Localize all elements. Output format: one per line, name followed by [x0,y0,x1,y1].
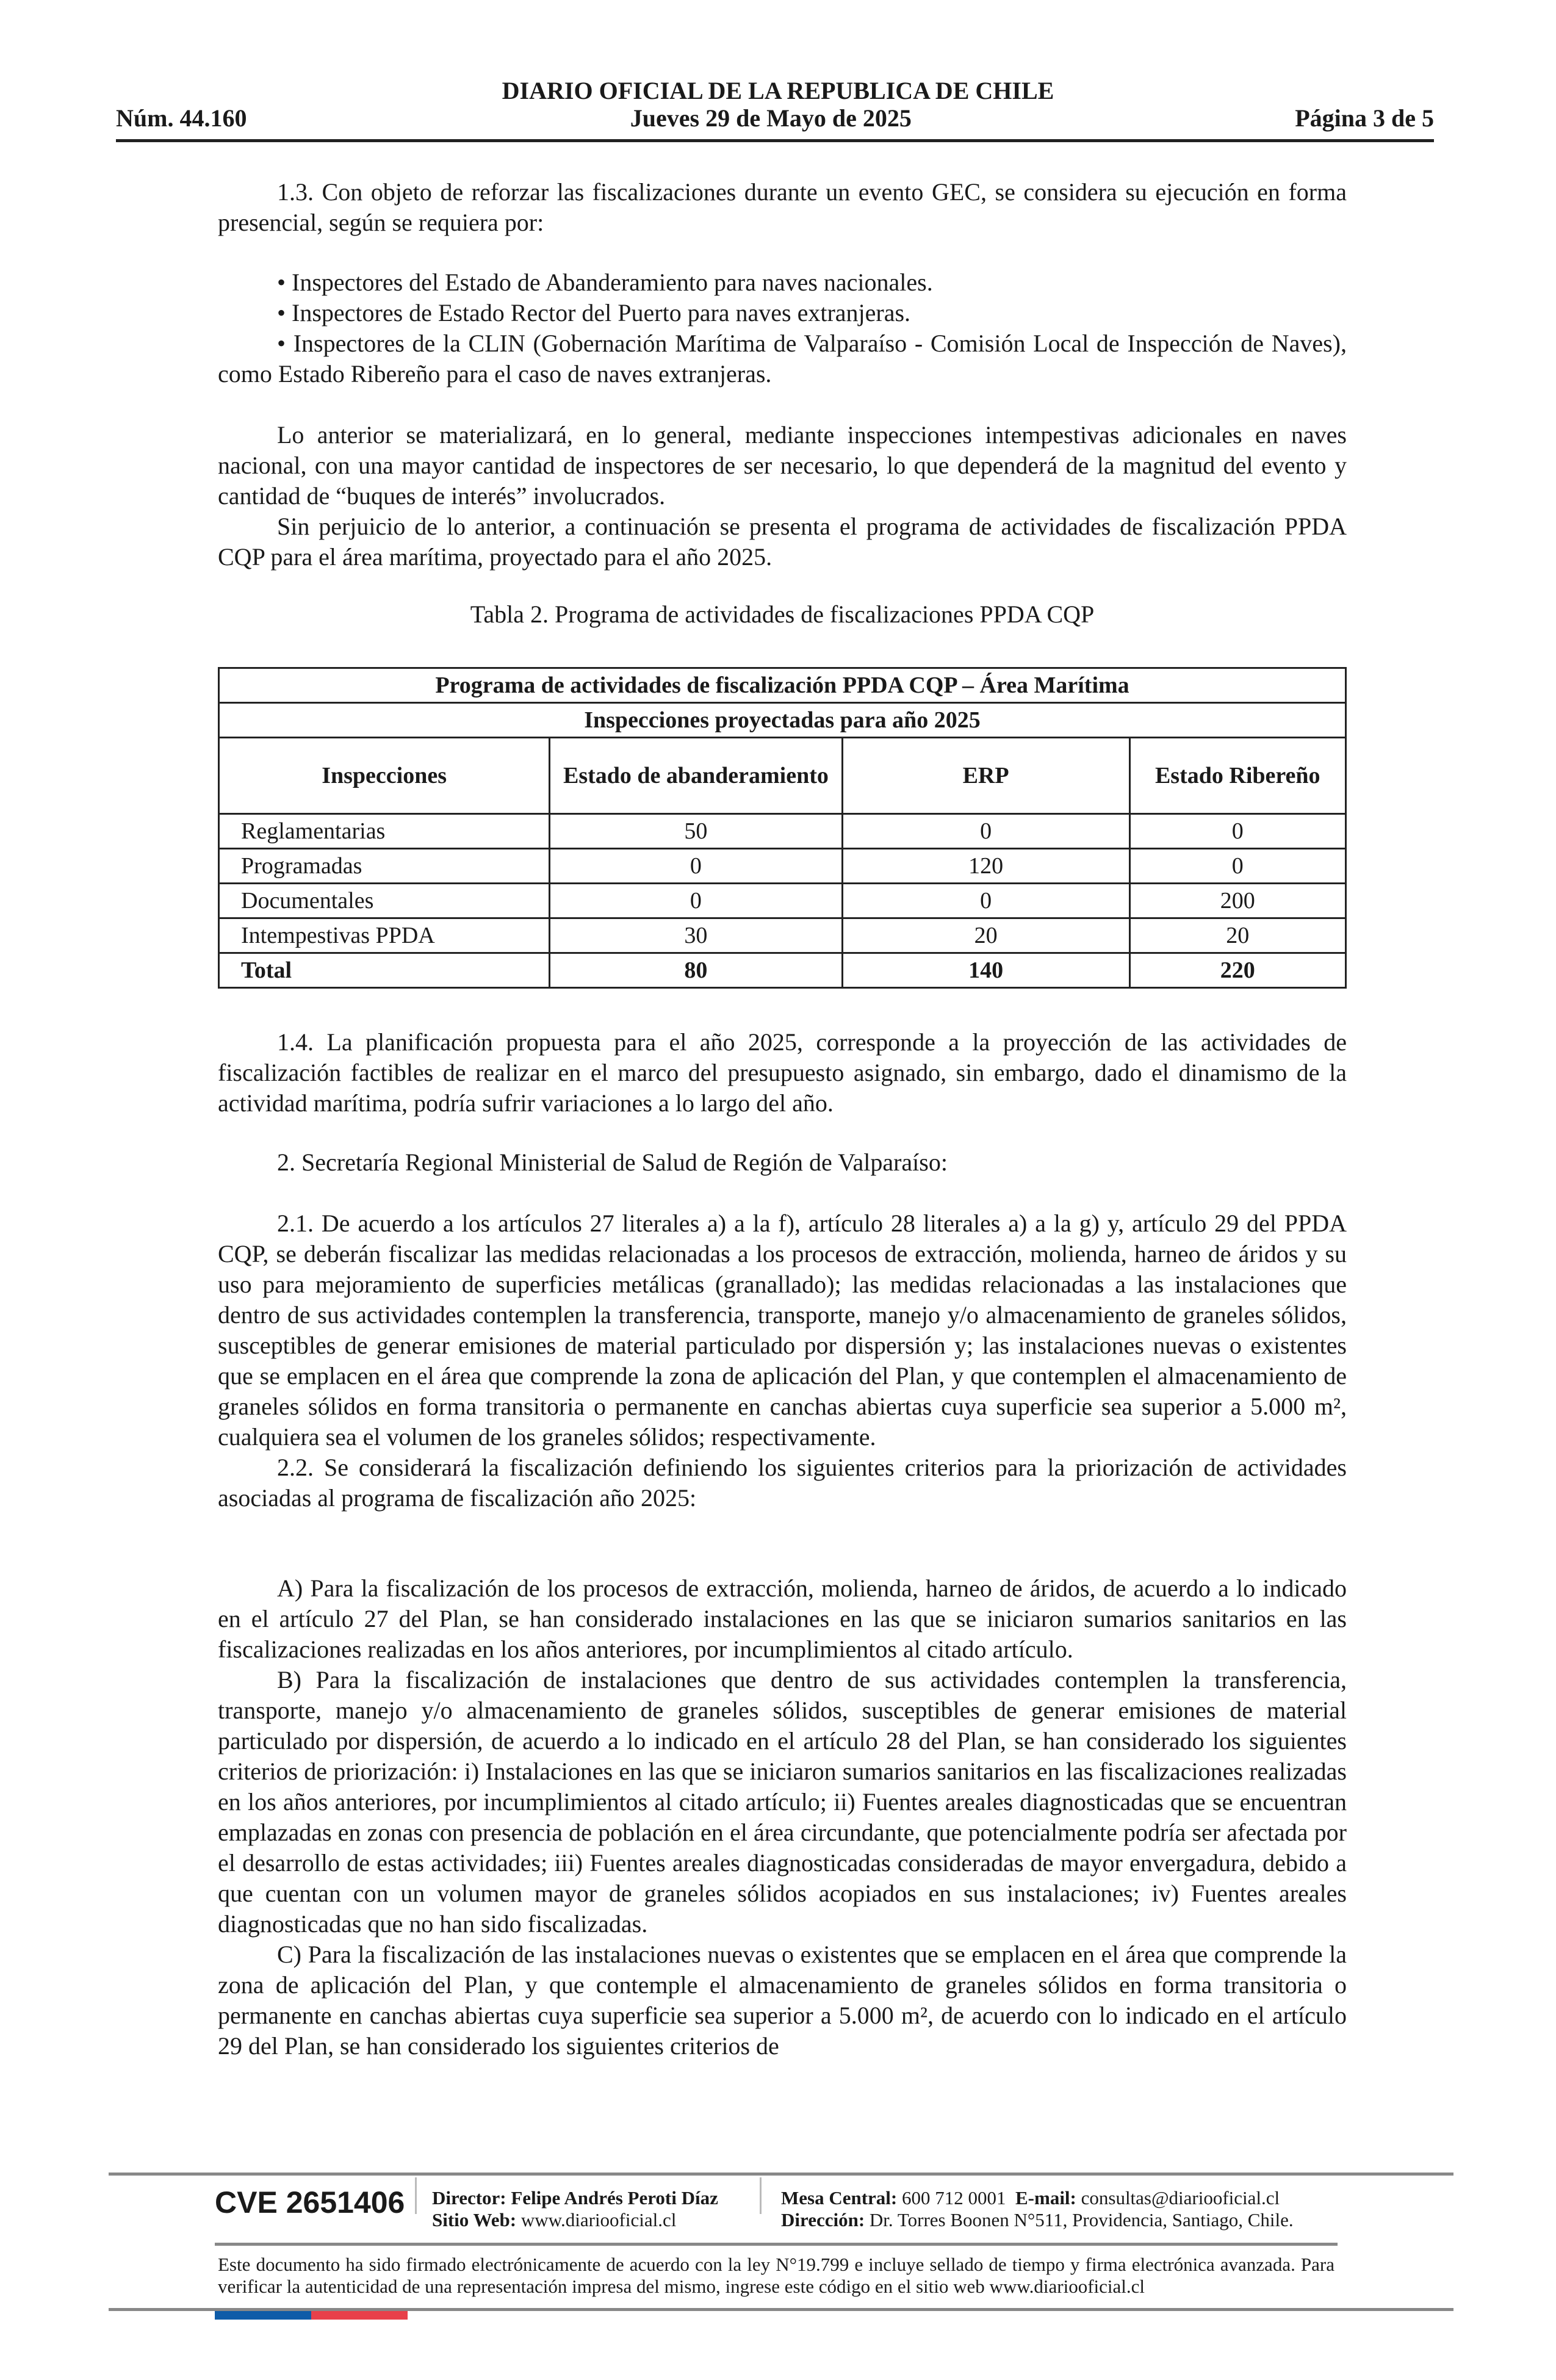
cell: 0 [842,814,1129,849]
issue-number: Núm. 44.160 [116,104,247,132]
section-criteria [218,1573,1347,2061]
footer-rule-mid [215,2243,1338,2246]
issue-date: Jueves 29 de Mayo de 2025 [630,104,912,132]
paragraph-1-4: 1.4. La planificación propuesta para el año 2025, corresponde a la proyección de las actividades de fiscalización factibles de realizar en el marco del presupuesto asignado, sin embargo, dado el dinamismo de la actividad marítima, podría sufrir variaciones a lo largo del año. [218,1028,1347,1117]
inspector-list [218,267,1347,389]
email-label: E-mail: [1015,2187,1076,2209]
table-row [219,918,1346,953]
footer-divider [415,2177,417,2214]
table-row [219,849,1346,884]
table-title: Programa de actividades de fiscalización PPDA CQP – Área Marítima [219,668,1346,703]
cell: 80 [550,953,842,988]
paragraph-sin-perjuicio: Sin perjuicio de lo anterior, a continuación se presenta el programa de actividades de fiscalización PPDA CQP para el área marítima, proyectado para el año 2025. [218,513,1347,571]
list-item: • Inspectores del Estado de Abanderamiento para naves nacionales. [277,269,933,296]
phone-label: Mesa Central: [781,2187,898,2209]
phone-number: 600 712 0001 [902,2187,1006,2209]
table-subtitle: Inspecciones proyectadas para año 2025 [219,703,1346,738]
row-label: Total [219,953,550,988]
row-label: Intempestivas PPDA [219,918,550,953]
cell: 50 [550,814,842,849]
page-number: Página 3 de 5 [1295,104,1434,132]
web-label: Sitio Web: [432,2209,517,2230]
row-label: Reglamentarias [219,814,550,849]
header-row [116,104,1434,132]
table-row [219,814,1346,849]
row-label: Programadas [219,849,550,884]
paragraph-1-3: 1.3. Con objeto de reforzar las fiscalizaciones durante un evento GEC, se considera su ejecución en forma presencial, según se requiera por: [218,178,1347,236]
column-header: Estado de abanderamiento [550,738,842,814]
flag-stripe-red [311,2311,408,2320]
section-2 [218,1147,1347,1178]
section-lo-anterior [218,420,1347,572]
list-item: • Inspectores de Estado Rector del Puerto para naves extranjeras. [277,299,911,326]
row-label: Documentales [219,884,550,918]
flag-stripe-blue [215,2311,311,2320]
header-rule [116,139,1434,142]
section-2-1 [218,1208,1347,1513]
inspections-table [218,667,1347,989]
address-label: Dirección: [781,2209,865,2230]
section-1-3 [218,177,1347,238]
cell: 20 [842,918,1129,953]
footer-divider [760,2177,762,2214]
cell: 220 [1129,953,1345,988]
cell: 140 [842,953,1129,988]
director-label: Director: [432,2187,506,2209]
column-header: Estado Ribereño [1129,738,1345,814]
paragraph-b: B) Para la fiscalización de instalaciones que dentro de sus actividades contemplen la transferencia, transporte, manejo y/o almacenamiento de graneles sólidos, susceptibles de generar emisiones de material particulado por dispersión, de acuerdo a lo indicado en el artículo 28 del Plan, se han considerado los siguientes criterios de priorización: i) Instalaciones en las que se iniciaron sumarios sanitarios en las fiscalizaciones realizadas en los años anteriores, por incumplimientos al citado artículo; ii) Fuentes areales diagnosticadas que se encuentran emplazadas en zonas con presencia de población en el área circundante, que potencialmente podría ser afectada por el desarrollo de estas actividades; iii) Fuentes areales diagnosticadas consideradas de mayor envergadura, debido a que cuentan con un volumen mayor de graneles sólidos acopiados en sus instalaciones; iv) Fuentes areales diagnosticadas que no han sido fiscalizadas. [218,1666,1347,1938]
website-link[interactable]: www.diariooficial.cl [520,2209,677,2230]
cell: 30 [550,918,842,953]
address: Dr. Torres Boonen N°511, Providencia, Santiago, Chile. [869,2209,1294,2230]
paragraph-c: C) Para la fiscalización de las instalaciones nuevas o existentes que se emplacen en el área que comprende la zona de aplicación del Plan, y que contemple el almacenamiento de graneles sólidos en forma transitoria o permanente en canchas abiertas cuya superficie sea superior a 5.000 m², de acuerdo con lo indicado en el artículo 29 del Plan, se han considerado los siguientes criterios de [218,1941,1347,2060]
paragraph-2-2: 2.2. Se considerará la fiscalización definiendo los siguientes criterios para la priorización de actividades asociadas al programa de fiscalización año 2025: [218,1454,1347,1512]
column-header: Inspecciones [219,738,550,814]
footer-contact-block [781,2187,1294,2231]
table-caption: Tabla 2. Programa de actividades de fiscalizaciones PPDA CQP [470,600,1095,628]
list-item: • Inspectores de la CLIN (Gobernación Marítima de Valparaíso - Comisión Local de Inspección de Naves), como Estado Ribereño para el caso de naves extranjeras. [218,330,1347,388]
section-1-4 [218,1027,1347,1119]
total-row [219,953,1346,988]
paragraph-lo-anterior: Lo anterior se materializará, en lo general, mediante inspecciones intempestivas adicionales en naves nacional, con una mayor cantidad de inspectores de ser necesario, lo que dependerá de la magnitud del evento y cantidad de “buques de interés” involucrados. [218,421,1347,510]
footer-director-block [432,2187,718,2231]
cell: 0 [550,849,842,884]
signature-disclaimer: Este documento ha sido firmado electrónicamente de acuerdo con la ley N°19.799 e incluye sellado de tiempo y firma electrónica avanzada. Para verificar la autenticidad de una representación impresa del mismo, ingrese este código en el sitio web www.diariooficial.cl [218,2254,1334,2297]
table-row [219,884,1346,918]
cell: 0 [1129,814,1345,849]
cell: 200 [1129,884,1345,918]
cve-code: CVE 2651406 [215,2185,405,2220]
cell: 0 [550,884,842,918]
paragraph-a: A) Para la fiscalización de los procesos de extracción, molienda, harneo de áridos, de acuerdo a lo indicado en el artículo 27 del Plan, se han considerado instalaciones en las que se iniciaron sumarios sanitarios en las fiscalizaciones realizadas en los años anteriores, por incumplimientos al citado artículo. [218,1574,1347,1663]
column-header: ERP [842,738,1129,814]
director-name: Felipe Andrés Peroti Díaz [511,2187,718,2209]
cell: 120 [842,849,1129,884]
cell: 0 [842,884,1129,918]
cell: 20 [1129,918,1345,953]
paragraph-2-1: 2.1. De acuerdo a los artículos 27 literales a) a la f), artículo 28 literales a) a la g) y, artículo 29 del PPDA CQP, se deberán fiscalizar las medidas relacionadas a los procesos de extracción, molienda, harneo de áridos y su uso para mejoramiento de superficies metálicas (granallado); las medidas relacionadas a las instalaciones que dentro de sus actividades contemplen la transferencia, transporte, manejo y/o almacenamiento de graneles sólidos, susceptibles de generar emisiones de material particulado por dispersión y; las instalaciones nuevas o existentes que se emplacen en el área que comprende la zona de aplicación del Plan, y que contemplen el almacenamiento de graneles sólidos en forma transitoria o permanente en canchas abiertas cuya superficie sea superior a 5.000 m², cualquiera sea el volumen de los graneles sólidos; respectivamente. [218,1210,1347,1451]
newspaper-title: DIARIO OFICIAL DE LA REPUBLICA DE CHILE [502,77,1054,104]
paragraph-2: 2. Secretaría Regional Ministerial de Salud de Región de Valparaíso: [277,1149,948,1176]
footer-rule-top [109,2173,1453,2176]
cell: 0 [1129,849,1345,884]
email-link[interactable]: consultas@diariooficial.cl [1081,2187,1280,2209]
